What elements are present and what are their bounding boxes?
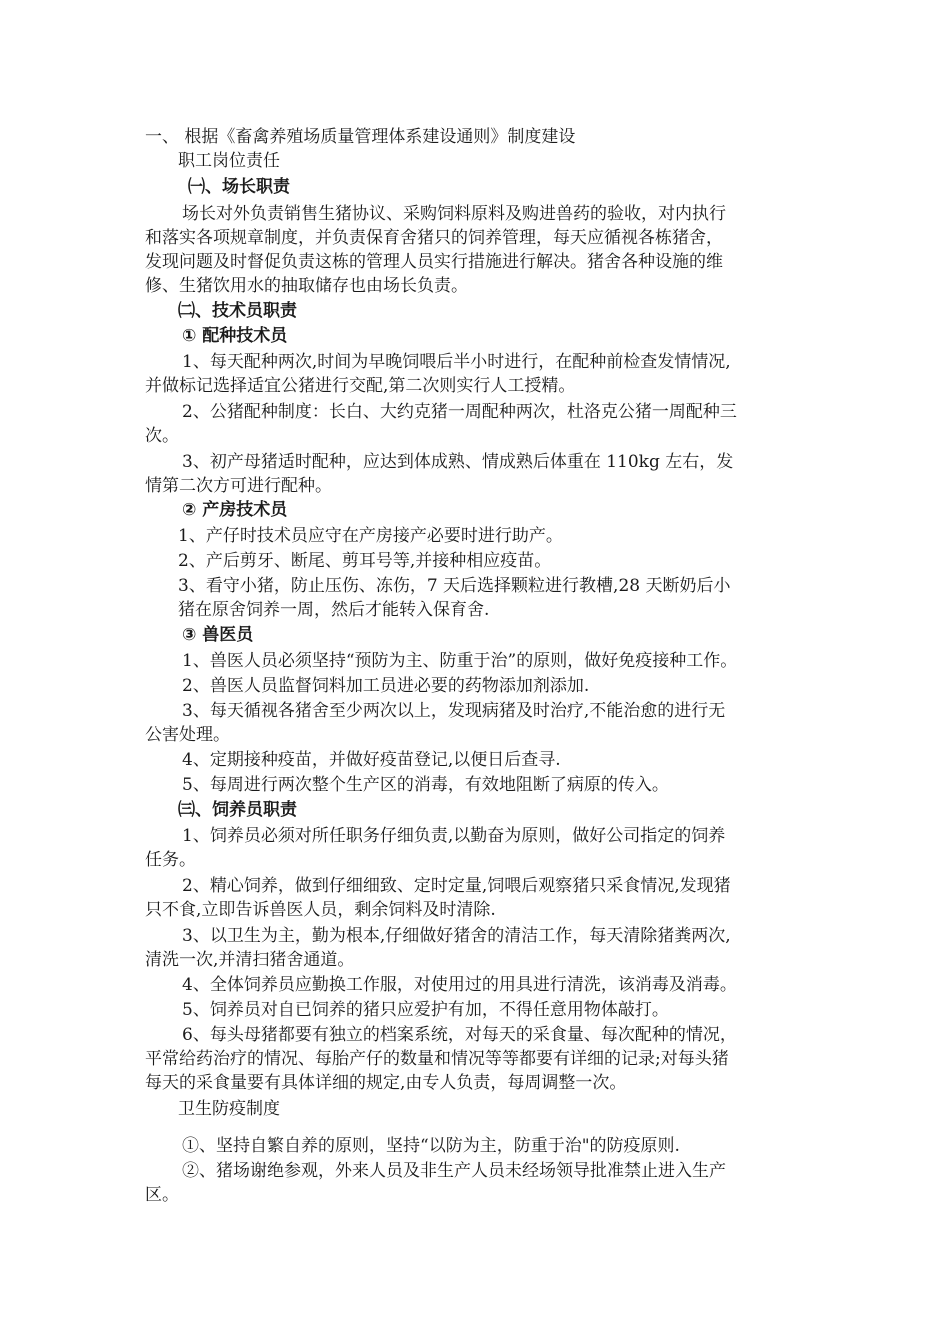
paragraph-line: 任务。: [145, 850, 196, 870]
paragraph-line: 1、产仔时技术员应守在产房接产必要时进行助产。: [178, 526, 563, 546]
paragraph-line: 2、兽医人员监督饲料加工员进必要的药物添加剂添加.: [182, 676, 590, 696]
paragraph-line: ①、坚持自繁自养的原则，坚持“以防为主，防重于治"的防疫原则.: [182, 1136, 680, 1156]
paragraph-line: 1、每天配种两次,时间为早晚饲喂后半小时进行，在配种前检查发情情况,: [182, 352, 731, 372]
paragraph-line: 6、每头母猪都要有独立的档案系统，对每天的采食量、每次配种的情况，: [182, 1025, 737, 1045]
paragraph-line: 5、每周进行两次整个生产区的消毒，有效地阻断了病原的传入。: [182, 775, 669, 795]
paragraph-line: 3、每天循视各猪舍至少两次以上，发现病猪及时治疗,不能治愈的进行无: [182, 701, 726, 721]
paragraph-line: 2、公猪配种制度：长白、大约克猪一周配种两次，杜洛克公猪一周配种三: [182, 402, 737, 422]
paragraph-line: 区。: [145, 1185, 179, 1205]
heading-technician: ㈡、技术员职责: [178, 301, 297, 321]
paragraph-line: ②、猪场谢绝参观，外来人员及非生产人员未经场领导批准禁止进入生产: [182, 1161, 726, 1181]
heading-breeding-technician: ① 配种技术员: [182, 326, 288, 346]
paragraph-line: 1、饲养员必须对所任职务仔细负责,以勤奋为原则，做好公司指定的饲养: [182, 826, 726, 846]
paragraph-line: 公害处理。: [145, 725, 230, 745]
paragraph-line: 并做标记选择适宜公猪进行交配,第二次则实行人工授精。: [145, 376, 576, 396]
paragraph-line: 场长对外负责销售生猪协议、采购饲料原料及购进兽药的验收，对内执行: [182, 204, 726, 224]
paragraph-line: 4、全体饲养员应勤换工作服，对使用过的用具进行清洗，该消毒及消毒。: [182, 975, 737, 995]
heading-veterinarian: ③ 兽医员: [182, 625, 254, 645]
paragraph-line: 2、精心饲养，做到仔细细致、定时定量,饲喂后观察猪只采食情况,发现猪: [182, 876, 731, 896]
heading-hygiene-epidemic: 卫生防疫制度: [178, 1099, 280, 1119]
section-heading-1: 一、 根据《畜禽养殖场质量管理体系建设通则》制度建设: [145, 127, 576, 147]
paragraph-line: 修、生猪饮用水的抽取储存也由场长负责。: [145, 276, 468, 296]
paragraph-line: 3、以卫生为主，勤为根本,仔细做好猪舍的清洁工作，每天清除猪粪两次,: [182, 926, 731, 946]
paragraph-line: 2、产后剪牙、断尾、剪耳号等,并接种相应疫苗。: [178, 551, 552, 571]
paragraph-line: 只不食,立即告诉兽医人员，剩余饲料及时清除.: [145, 900, 496, 920]
paragraph-line: 5、饲养员对自已饲养的猪只应爱护有加，不得任意用物体敲打。: [182, 1000, 669, 1020]
paragraph-line: 1、兽医人员必须坚持“预防为主、防重于治”的原则，做好免疫接种工作。: [182, 651, 738, 671]
paragraph-line: 3、初产母猪适时配种，应达到体成熟、情成熟后体重在 110kg 左右，发: [182, 452, 734, 472]
paragraph-line: 次。: [145, 426, 179, 446]
paragraph-line: 清洗一次,并清扫猪舍通道。: [145, 950, 355, 970]
heading-job-duties: 职工岗位责任: [178, 151, 280, 171]
paragraph-line: 3、看守小猪，防止压伤、冻伤，7 天后选择颗粒进行教槽,28 天断奶后小: [178, 576, 731, 596]
paragraph-line: 每天的采食量要有具体详细的规定,由专人负责，每周调整一次。: [145, 1073, 627, 1093]
paragraph-line: 猪在原舍饲养一周，然后才能转入保育舍.: [178, 600, 490, 620]
paragraph-line: 4、定期接种疫苗，并做好疫苗登记,以便日后查寻.: [182, 750, 561, 770]
heading-feeder: ㈢、饲养员职责: [178, 800, 297, 820]
heading-farm-manager: ㈠、场长职责: [188, 177, 290, 197]
paragraph-line: 和落实各项规章制度，并负责保育舍猪只的饲养管理，每天应循视各栋猪舍，: [145, 228, 723, 248]
paragraph-line: 情第二次方可进行配种。: [145, 476, 332, 496]
heading-farrowing-technician: ② 产房技术员: [182, 500, 288, 520]
paragraph-line: 发现问题及时督促负责这栋的管理人员实行措施进行解决。猪舍各种设施的维: [145, 252, 723, 272]
paragraph-line: 平常给药治疗的情况、每胎产仔的数量和情况等等都要有详细的记录;对每头猪: [145, 1049, 729, 1069]
